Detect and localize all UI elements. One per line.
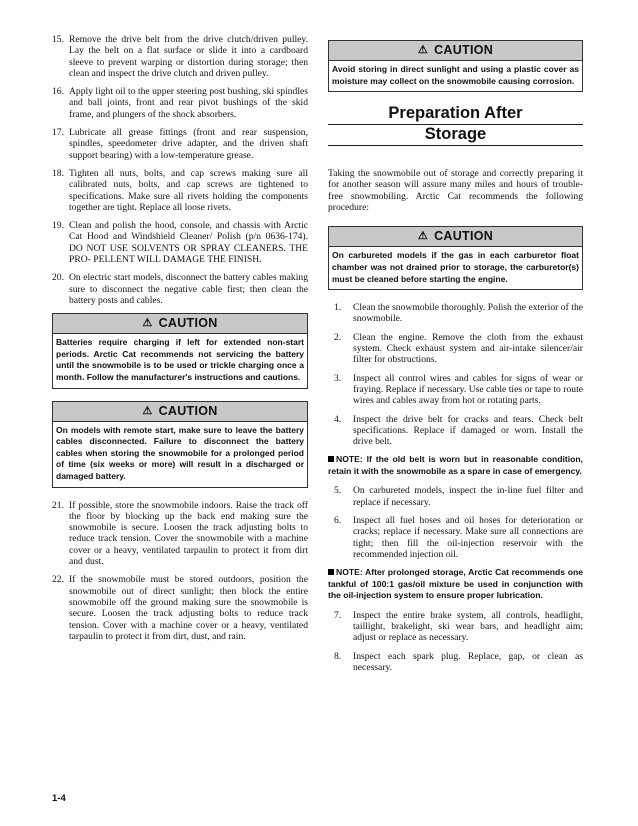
heading-line-1: Preparation After <box>328 104 583 125</box>
step-item <box>328 651 583 674</box>
step-item <box>328 332 583 366</box>
step-number: 2. <box>334 331 342 343</box>
caution-header: ⚠ CAUTION <box>329 227 582 247</box>
warning-triangle-icon: ⚠ <box>417 230 429 243</box>
heading-line-2: Storage <box>328 125 583 146</box>
left-column <box>52 34 308 649</box>
step-item <box>52 86 308 120</box>
step-number: 4. <box>334 413 342 425</box>
warning-triangle-icon: ⚠ <box>142 404 153 417</box>
step-number: 5. <box>334 485 342 497</box>
step-text: Inspect the drive belt for cracks and tears. Check belt specifications. Replace if damaged or worn. Install the drive belt. <box>353 413 583 448</box>
steps-7-8 <box>328 610 583 673</box>
page-number: 1-4 <box>52 793 66 804</box>
step-number: 21. <box>52 499 64 511</box>
step-number: 19. <box>52 220 64 232</box>
step-number: 20. <box>52 272 64 284</box>
step-item <box>328 414 583 448</box>
caution-text: On carbureted models if the gas in each carburetor float chamber was not drained prior to storage, the carburetor(s) must be cleaned before starting the engine. <box>332 250 579 284</box>
step-number: 6. <box>334 515 342 527</box>
steps-5-6 <box>328 485 583 560</box>
section-heading <box>328 104 583 146</box>
step-text: Inspect the entire brake system, all controls, headlight, taillight, brakelight, ski wear bars, and headlight aim; adjust or replace as necessary. <box>353 609 583 644</box>
step-text: Lubricate all grease fittings (front and rear suspension, spindles, speedometer drive adapter, and the driven shaft support bearing) with a low-temperature grease. <box>69 127 308 161</box>
caution-remote-start <box>52 401 308 488</box>
step-item <box>52 272 308 306</box>
step-text: Clean the engine. Remove the cloth from the exhaust system. Check exhaust system and air-intake silencer/air filter for obstructions. <box>353 331 583 366</box>
step-text: Inspect each spark plug. Replace, gap, or clean as necessary. <box>353 650 583 673</box>
steps-1-4 <box>328 302 583 447</box>
warning-triangle-icon: ⚠ <box>142 317 153 330</box>
step-text: Remove the drive belt from the drive clutch/driven pulley. Lay the belt on a flat surface or slide it into a cardboard sleeve to prevent warping or distortion during storage; then clean and inspect the drive clutch and driven pulley. <box>69 34 308 79</box>
step-text: If possible, store the snowmobile indoors. Raise the track off the floor by blocking up the back end making sure the snowmobile is secure. Loosen the track adjusting bolts to reduce track tension. Cover the snowmobile with a machine cover or a heavy, ventilated tarpaulin to protect it from dirt and dust. <box>69 499 308 568</box>
step-number: 22. <box>52 574 64 586</box>
step-number: 16. <box>52 86 64 98</box>
step-item <box>328 485 583 508</box>
step-number: 17. <box>52 127 64 139</box>
step-item <box>328 610 583 644</box>
step-item <box>328 373 583 407</box>
caution-battery-charging <box>52 313 308 388</box>
step-item <box>52 168 308 213</box>
intro-paragraph: Taking the snowmobile out of storage and correctly preparing it for another season will assure many miles and hours of trouble-free snowmobiling. Arctic Cat recommends the following procedure: <box>328 168 583 214</box>
warning-triangle-icon: ⚠ <box>417 44 429 56</box>
step-item <box>52 34 308 79</box>
note-old-belt: NOTE: If the old belt is worn but in reasonable condition, retain it with the snowmobile as a spare in case of emergency. <box>328 454 583 476</box>
black-square-bullet-icon <box>328 569 334 575</box>
note-prolonged-storage: NOTE: After prolonged storage, Arctic Cat recommends one tankful of 100:1 gas/oil mixture be used in conjunction with the oil-injection system to ensure proper lubrication. <box>328 567 583 601</box>
step-number: 15. <box>52 34 64 45</box>
caution-direct-sunlight <box>328 40 583 92</box>
caution-header: ⚠ CAUTION <box>329 41 582 61</box>
step-number: 8. <box>334 650 342 662</box>
caution-text: Batteries require charging if left for extended non-start periods. Arctic Cat recommends not servicing the battery until the snowmobile is to be used or trickle charging once a month. Follow the manufacturer's instructions and cautions. <box>56 337 304 383</box>
step-item <box>328 515 583 560</box>
step-text: Apply light oil to the upper steering post bushing, ski spindles and ball joints, front and rear pivot bushings of the skid frame, and plungers of the shock absorbers. <box>69 86 308 120</box>
step-text: On carbureted models, inspect the in-line fuel filter and replace if necessary. <box>353 485 583 508</box>
steps-21-22 <box>52 500 308 643</box>
caution-text: On models with remote start, make sure to leave the battery cables disconnected. Failure to disconnect the battery cables when storing the snowmobile for a prolonged period of time (six weeks or more) will result in a discharged or damaged battery. <box>56 424 304 481</box>
step-text: If the snowmobile must be stored outdoors, position the snowmobile out of direct sunlight; then block the entire snowmobile off the ground making sure the snowmobile is secure. Loosen the track adjusting bolts to reduce track tension. Cover with a machine cover or a heavy, ventilated tarpaulin to protect it from dirt, dust, and rain. <box>69 574 308 642</box>
step-item <box>52 127 308 161</box>
step-text: Inspect all control wires and cables for signs of wear or fraying. Replace if necessary. Use cable ties or tape to route wires and cables away from hot or rotating parts. <box>353 372 583 407</box>
step-item <box>328 302 583 325</box>
step-text: Clean and polish the hood, console, and chassis with Arctic Cat Hood and Windshield Cleaner/ Polish (p/n 0636-174). DO NOT USE SOLVENTS OR SPRAY CLEANERS. THE PRO- PELLENT WILL DAMAGE THE FINISH. <box>69 220 308 266</box>
steps-15-20 <box>52 34 308 306</box>
step-number: 18. <box>52 167 64 179</box>
step-item <box>52 220 308 265</box>
step-item <box>52 574 308 642</box>
step-number: 1. <box>334 302 342 314</box>
step-text: Clean the snowmobile thoroughly. Polish the exterior of the snowmobile. <box>353 302 583 325</box>
step-text: On electric start models, disconnect the battery cables making sure to disconnect the negative cable first; then clean the battery posts and cables. <box>69 272 308 306</box>
step-number: 7. <box>334 609 342 621</box>
step-text: Inspect all fuel hoses and oil hoses for deterioration or cracks; replace if necessary. Make sure all connections are tight; then fill the oil-injection reservoir with the recommended injection oil. <box>353 515 583 560</box>
caution-header: ⚠ CAUTION <box>53 402 307 422</box>
step-text: Tighten all nuts, bolts, and cap screws making sure all calibrated nuts, bolts, and cap screws are tightened to specifications. Make sure all rivets holding the components together are tight. Replace all loose rivets. <box>69 167 308 213</box>
caution-carburetor <box>328 226 583 290</box>
black-square-bullet-icon <box>328 456 334 462</box>
step-number: 3. <box>334 372 342 384</box>
caution-header: ⚠ CAUTION <box>53 314 307 334</box>
caution-text: Avoid storing in direct sunlight and using a plastic cover as moisture may collect on the snowmobile causing corrosion. <box>332 64 579 86</box>
step-item <box>52 500 308 568</box>
right-column <box>328 40 583 680</box>
